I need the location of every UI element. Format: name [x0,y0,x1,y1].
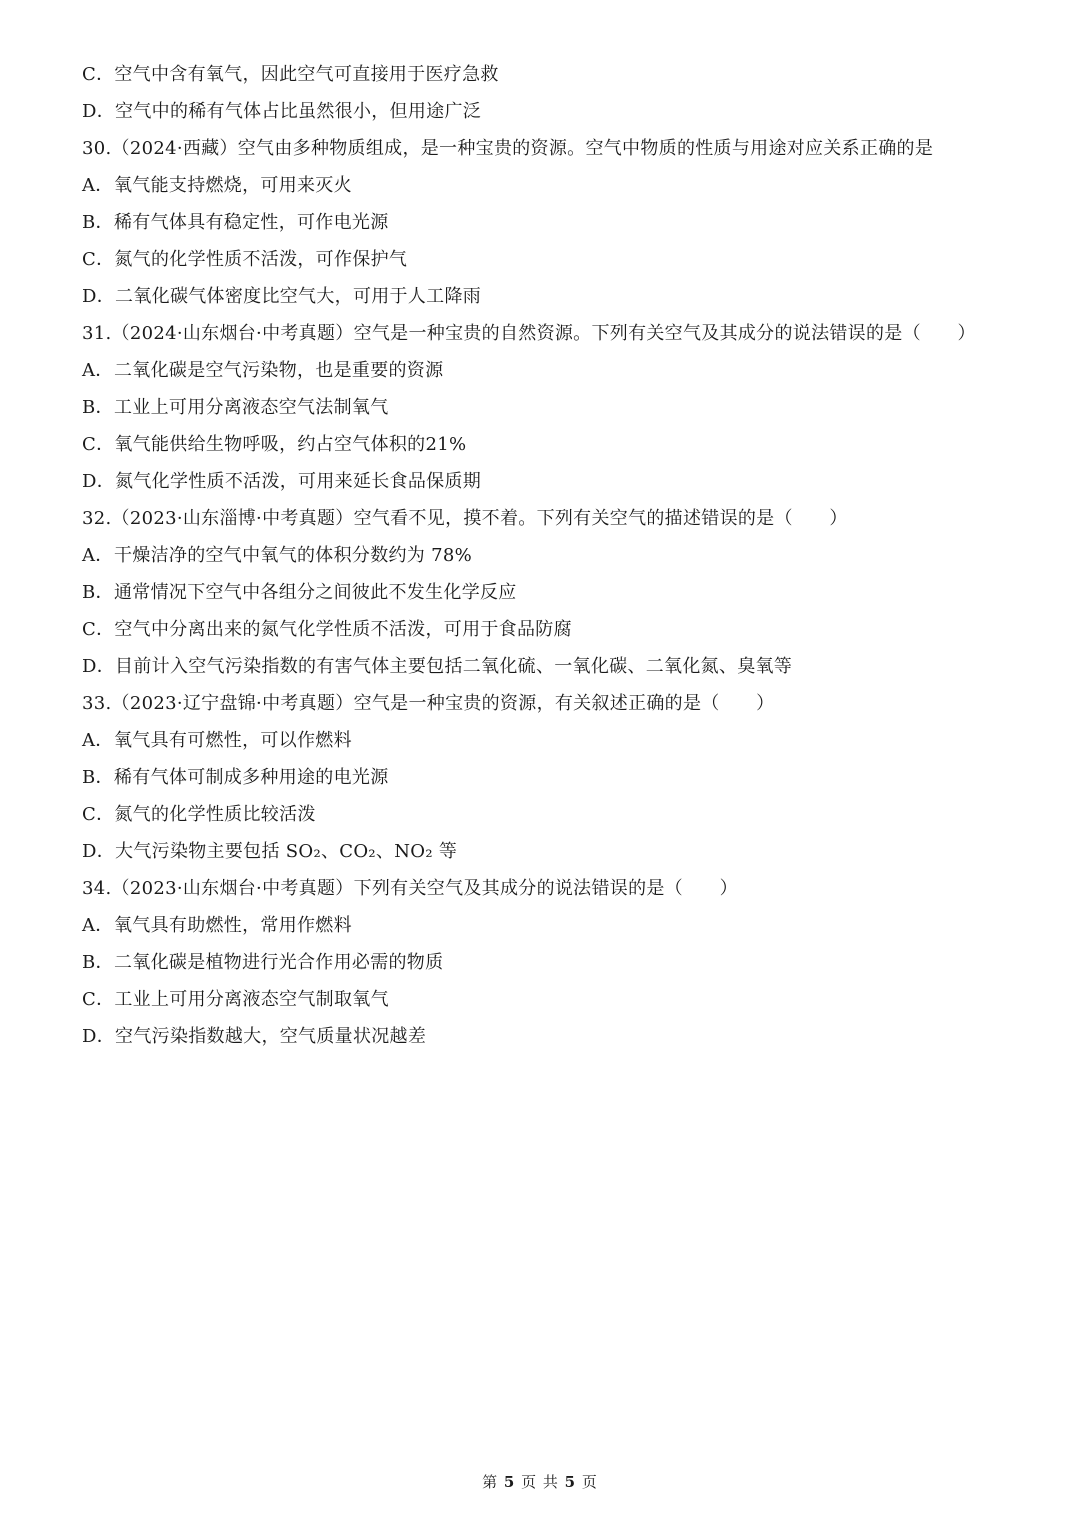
option-label: A． [82,545,114,566]
option-label: A． [82,360,114,381]
option-text: 氮气的化学性质不活泼，可作保护气 [114,249,408,270]
page-footer [0,1470,1080,1494]
option-line [82,241,1002,278]
option-label: D． [82,286,116,307]
option-text: 二氧化碳是空气污染物，也是重要的资源 [114,360,444,381]
option-text: 大气污染物主要包括 SO₂、CO₂、NO₂ 等 [115,841,458,862]
option-label: C． [82,619,115,640]
option-line [82,389,1002,426]
question-line [82,500,1002,537]
option-text: 工业上可用分离液态空气法制氧气 [114,397,389,418]
option-text: 二氧化碳气体密度比空气大，可用于人工降雨 [115,286,482,307]
option-text: 稀有气体具有稳定性，可作电光源 [114,212,389,233]
option-text: 通常情况下空气中各组分之间彼此不发生化学反应 [114,582,517,603]
option-text: 工业上可用分离液态空气制取氧气 [114,989,389,1010]
question-number: 31. [82,323,112,344]
option-label: B． [82,582,114,603]
question-line [82,315,1002,352]
option-label: D． [82,471,116,492]
option-line [82,278,1002,315]
option-line [82,611,1002,648]
option-text: 氮气的化学性质比较活泼 [114,804,316,825]
option-line [82,537,1002,574]
option-label: D． [82,656,116,677]
question-text: （2023·山东烟台·中考真题）下列有关空气及其成分的说法错误的是（ ） [111,878,738,899]
option-line [82,833,1002,870]
option-text: 二氧化碳是植物进行光合作用必需的物质 [114,952,444,973]
option-line [82,167,1002,204]
question-text: （2024·西藏）空气由多种物质组成，是一种宝贵的资源。空气中物质的性质与用途对应关系正确的是 [111,138,934,159]
option-text: 氧气能供给生物呼吸，约占空气体积的21% [114,434,467,455]
current-page-number: 5 [503,1473,516,1491]
option-line [82,93,1002,130]
question-line [82,870,1002,907]
option-text: 氧气能支持燃烧，可用来灭火 [114,175,352,196]
option-label: C． [82,64,115,85]
option-label: B． [82,212,114,233]
option-text: 空气中含有氧气，因此空气可直接用于医疗急救 [114,64,499,85]
option-label: C． [82,989,115,1010]
option-line [82,907,1002,944]
option-text: 氧气具有可燃性，可以作燃料 [114,730,352,751]
option-label: D． [82,841,116,862]
total-pages-number: 5 [564,1473,577,1491]
option-text: 氮气化学性质不活泼，可用来延长食品保质期 [115,471,482,492]
option-label: C． [82,249,115,270]
question-number: 30. [82,138,112,159]
option-label: D． [82,1026,116,1047]
option-label: A． [82,915,114,936]
option-text: 空气中的稀有气体占比虽然很小，但用途广泛 [115,101,482,122]
option-text: 氧气具有助燃性，常用作燃料 [114,915,352,936]
footer-suffix: 页 [581,1473,598,1491]
option-label: C． [82,434,115,455]
option-line [82,426,1002,463]
option-label: B． [82,767,114,788]
option-label: C． [82,804,115,825]
option-line [82,1018,1002,1055]
option-label: A． [82,730,114,751]
option-label: A． [82,175,114,196]
option-label: B． [82,397,114,418]
question-line [82,685,1002,722]
question-text: （2023·辽宁盘锦·中考真题）空气是一种宝贵的资源，有关叙述正确的是（ ） [111,693,775,714]
option-line [82,722,1002,759]
question-number: 34. [82,878,112,899]
option-line [82,796,1002,833]
option-line [82,56,1002,93]
footer-prefix: 第 [482,1473,499,1491]
question-list [82,56,1002,1055]
option-line [82,981,1002,1018]
footer-middle: 页 共 [521,1473,559,1491]
option-line [82,759,1002,796]
option-text: 干燥洁净的空气中氧气的体积分数约为 78% [114,545,473,566]
option-line [82,574,1002,611]
option-label: D． [82,101,116,122]
question-number: 32. [82,508,112,529]
option-line [82,463,1002,500]
question-text: （2024·山东烟台·中考真题）空气是一种宝贵的自然资源。下列有关空气及其成分的说法错误的是（ ） [111,323,976,344]
option-line [82,944,1002,981]
question-text: （2023·山东淄博·中考真题）空气看不见，摸不着。下列有关空气的描述错误的是（ ） [111,508,848,529]
option-text: 空气污染指数越大，空气质量状况越差 [115,1026,427,1047]
option-line [82,204,1002,241]
option-text: 空气中分离出来的氮气化学性质不活泼，可用于食品防腐 [114,619,572,640]
option-label: B． [82,952,114,973]
question-line [82,130,1002,167]
option-line [82,648,1002,685]
option-text: 目前计入空气污染指数的有害气体主要包括二氧化硫、一氧化碳、二氧化氮、臭氧等 [115,656,793,677]
option-line [82,352,1002,389]
option-text: 稀有气体可制成多种用途的电光源 [114,767,389,788]
question-number: 33. [82,693,112,714]
